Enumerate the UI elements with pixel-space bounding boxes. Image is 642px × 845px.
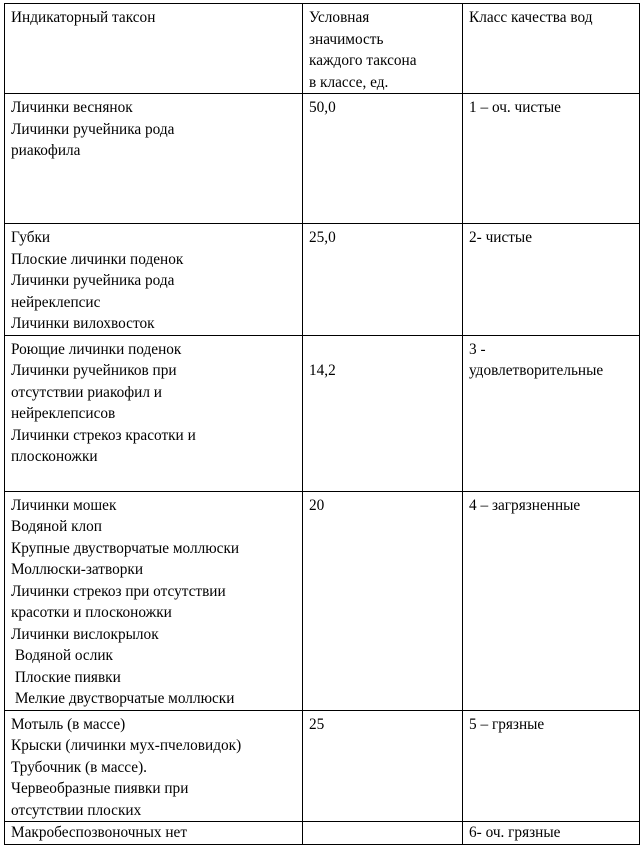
header-cell-significance xyxy=(303,4,463,94)
quality-class: 6- оч. грязные xyxy=(469,824,561,841)
quality-class: 4 – загрязненные xyxy=(469,496,581,514)
taxon-item: Трубочник (в массе). xyxy=(11,758,147,776)
taxon-item: Червеобразные пиявки при xyxy=(11,780,189,797)
taxon-item: Моллюски-затворки xyxy=(11,561,144,578)
table-header-row xyxy=(5,4,640,94)
significance-value: 20 xyxy=(309,496,325,514)
header-cell-class xyxy=(463,4,640,94)
taxon-item: отсутствии плоских xyxy=(11,801,142,819)
taxa-cell xyxy=(5,822,303,845)
class-cell xyxy=(463,224,640,336)
taxon-item: риакофила xyxy=(11,142,81,159)
quality-class: удовлетворительные xyxy=(469,362,604,379)
table-row xyxy=(5,710,640,822)
taxa-cell xyxy=(5,710,303,822)
value-cell xyxy=(303,710,463,822)
taxa-cell xyxy=(5,94,303,224)
quality-class: 2- чистые xyxy=(469,229,532,246)
taxon-item: отсутствии риакофил и xyxy=(11,383,162,401)
taxon-item: Плоские пиявки xyxy=(11,668,121,686)
header-significance-line: значимость xyxy=(309,30,384,48)
class-cell xyxy=(463,335,640,491)
taxa-cell xyxy=(5,491,303,710)
taxon-item: Макробеспозвоночных нет xyxy=(11,824,188,841)
header-class-label: Класс качества вод xyxy=(469,9,593,26)
value-cell xyxy=(303,94,463,224)
header-significance-line: каждого таксона xyxy=(309,52,417,69)
taxon-item: Личинки ручейника рода xyxy=(11,272,175,289)
class-cell xyxy=(463,94,640,224)
taxon-item: Мотыль (в массе) xyxy=(11,715,126,733)
taxon-item: Плоские личинки поденок xyxy=(11,250,184,268)
header-significance-line: Условная xyxy=(309,9,370,26)
taxon-item: Личинки вилохвосток xyxy=(11,315,155,332)
significance-value: 25,0 xyxy=(309,229,336,246)
value-cell xyxy=(303,491,463,710)
table-row xyxy=(5,822,640,845)
taxon-item: Личинки веснянок xyxy=(11,99,133,116)
cell-spacer xyxy=(309,339,456,361)
header-taxon-label: Индикаторный таксон xyxy=(11,9,156,26)
quality-class: 3 - xyxy=(469,340,486,358)
taxon-item: Крыски (личинки мух-пчеловидок) xyxy=(11,737,242,754)
taxon-item: плосконожки xyxy=(11,448,98,465)
header-significance-line: в классе, ед. xyxy=(309,73,389,91)
taxon-item: Водяной клоп xyxy=(11,518,102,535)
taxon-item: Крупные двустворчатые моллюски xyxy=(11,539,240,557)
water-quality-table xyxy=(4,3,640,845)
header-cell-taxon xyxy=(5,4,303,94)
significance-value: 25 xyxy=(309,715,325,733)
significance-value: 50,0 xyxy=(309,99,336,116)
taxon-item: красотки и плосконожки xyxy=(11,604,172,621)
taxon-item: нейреклепсис xyxy=(11,293,101,311)
table-row xyxy=(5,224,640,336)
taxon-item: Мелкие двустворчатые моллюски xyxy=(11,690,235,707)
table-row xyxy=(5,335,640,491)
taxon-item: Личинки стрекоз при отсутствии xyxy=(11,582,226,600)
table-row xyxy=(5,491,640,710)
taxon-item: Роющие личинки поденок xyxy=(11,340,182,358)
taxon-item: Личинки ручейников при xyxy=(11,362,177,379)
class-cell xyxy=(463,822,640,845)
quality-class: 5 – грязные xyxy=(469,715,545,733)
class-cell xyxy=(463,491,640,710)
taxon-item: нейреклепсисов xyxy=(11,405,116,422)
taxon-item: Личинки вислокрылок xyxy=(11,625,159,643)
value-cell xyxy=(303,224,463,336)
taxon-item: Водяной ослик xyxy=(11,647,113,664)
significance-value: 14,2 xyxy=(309,362,336,379)
value-cell xyxy=(303,822,463,845)
table-row xyxy=(5,94,640,224)
taxon-item: Личинки стрекоз красотки и xyxy=(11,426,196,444)
taxon-item: Личинки мошек xyxy=(11,496,117,514)
taxa-cell xyxy=(5,224,303,336)
taxa-cell xyxy=(5,335,303,491)
quality-class: 1 – оч. чистые xyxy=(469,99,561,116)
taxon-item: Личинки ручейника рода xyxy=(11,120,175,138)
value-cell xyxy=(303,335,463,491)
taxon-item: Губки xyxy=(11,229,51,246)
class-cell xyxy=(463,710,640,822)
